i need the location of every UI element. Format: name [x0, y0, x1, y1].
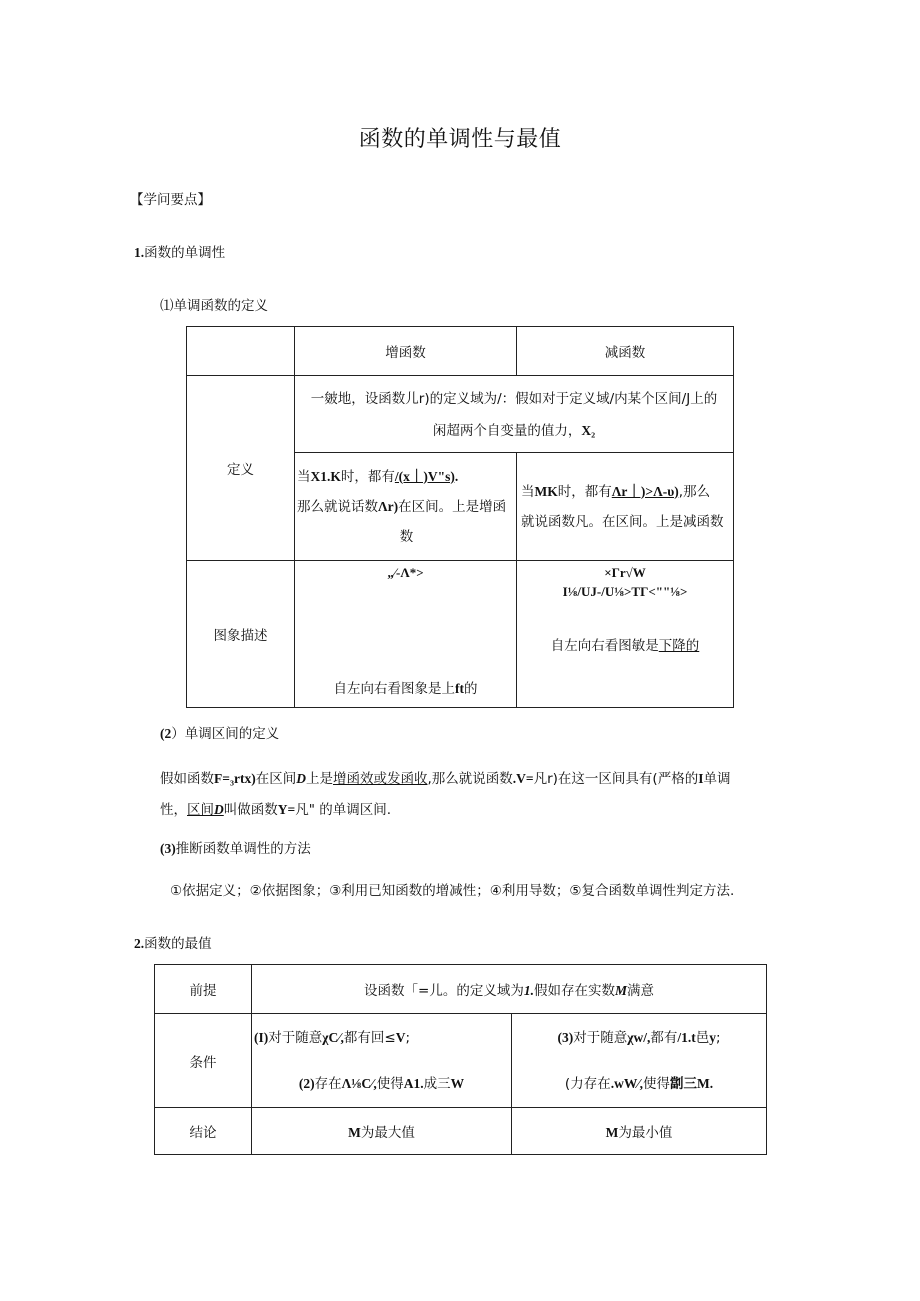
monotonic-function-table [186, 326, 734, 708]
decreasing-graph-figure-line2: I⅛/UJ-/U⅛>TΓ<""⅛> [562, 584, 688, 599]
row-header-condition: 条件 [155, 1014, 252, 1108]
para-emphasis: 增函效或发函收 [332, 771, 428, 787]
increasing-graph-caption [295, 677, 516, 697]
condition-max-line1 [252, 1015, 511, 1061]
cond-var: V [395, 1029, 406, 1045]
row-header-conclusion: 结论 [155, 1108, 252, 1155]
graph-increasing-cell [295, 561, 517, 708]
cond-var: χC∕, [322, 1029, 344, 1045]
para-text: 凡" 的单调区间. [295, 802, 391, 818]
heading-number: 1. [134, 245, 145, 260]
heading-monotonicity [134, 241, 225, 261]
col-header-decreasing: 减函数 [517, 327, 734, 376]
concl-text: 为最小值 [618, 1125, 673, 1141]
dec-def-text: 时，都有 [557, 483, 612, 500]
concl-var: M [348, 1125, 361, 1140]
para-text: 假如函数 [160, 771, 214, 787]
row-header-definition: 定义 [187, 376, 295, 561]
cond-text: 使得 [376, 1075, 404, 1092]
para-text: 在区间 [255, 771, 297, 787]
subheading-number: (2 [160, 726, 172, 741]
para-var: D [214, 802, 224, 817]
condition-min-cell [512, 1014, 767, 1108]
conclusion-min-cell [512, 1108, 767, 1155]
condition-min-line2 [512, 1061, 766, 1107]
concl-text: 为最大值 [360, 1125, 415, 1141]
definition-common-line1: 一皴地，设函数儿r)的定义域为/：假如对于定义域/内某个区间/J上的 [310, 390, 718, 407]
condition-max-cell [252, 1014, 512, 1108]
cond-var: Λ⅛C∕, [341, 1075, 377, 1091]
subheading-text: ）单调区间的定义 [171, 726, 280, 742]
inc-def-text: 在区间。上是增函 [398, 498, 507, 515]
para-text: 上是 [305, 771, 333, 787]
dec-def-var: MK [534, 483, 558, 499]
cond-text: (力存在 [564, 1075, 611, 1092]
para-formula: F=₃rtx) [214, 771, 256, 786]
cond-text: 都有回≤ [343, 1029, 396, 1046]
cond-var: 劏三M. [669, 1075, 714, 1091]
dec-def-line1 [521, 477, 733, 507]
premise-text: 设函数「=儿。的定义域为 [364, 983, 524, 999]
cond-var: /1.t [677, 1029, 696, 1045]
heading-extrema [134, 932, 212, 952]
condition-min-line1 [512, 1015, 766, 1061]
cond-var: .wW∕, [610, 1075, 643, 1091]
dec-def-text: ,那么 [678, 483, 711, 500]
heading-text: 函数的最值 [144, 936, 212, 952]
premise-var: 1. [523, 983, 534, 998]
table-corner [187, 327, 295, 376]
definition-common-cell [295, 376, 734, 453]
definition-increasing-cell [295, 453, 517, 561]
increasing-graph-figure: „∕-Λ*> [387, 565, 424, 580]
inc-def-line1 [297, 462, 516, 492]
methods-list: ①依据定义；②依据图象；③利用已知函数的增减性；④利用导数；⑤复合函数单调性判定方法. [170, 883, 735, 899]
cond-text: 成三 [423, 1075, 451, 1092]
inc-def-inequality: /(x｜)V"s) [394, 468, 455, 484]
premise-cell [252, 965, 767, 1014]
cond-var: W [450, 1075, 465, 1091]
concl-var: M [605, 1125, 619, 1140]
para-var: D [296, 771, 306, 786]
inc-def-var: X1.K [310, 468, 341, 484]
para-formula: .V= [512, 771, 534, 786]
inc-def-text: 当 [297, 468, 311, 485]
caption-text: 自左向右看图象是上 [333, 681, 455, 697]
cond-text: 邑 [695, 1029, 710, 1046]
cond-text: ; [715, 1029, 721, 1046]
cond-text: 使得 [642, 1075, 670, 1092]
col-header-increasing: 增函数 [295, 327, 517, 376]
heading-text: 函数的单调性 [144, 245, 226, 261]
subheading-definition: ⑴单调函数的定义 [160, 298, 268, 314]
inc-def-period: . [454, 468, 459, 484]
interval-definition-line1 [160, 767, 730, 787]
conclusion-max-cell [252, 1108, 512, 1155]
caption-emphasis: 下降的 [658, 638, 700, 654]
subheading-judgement-methods [160, 837, 311, 857]
inc-def-text: 时，都有 [340, 468, 395, 485]
definition-common-var: X₂ [581, 422, 596, 438]
cond-text: ; [405, 1029, 410, 1046]
interval-definition-line2 [160, 798, 391, 818]
inc-def-line3: 数 [399, 528, 414, 545]
para-text: 凡r)在这一区间具有(严格的 [533, 771, 699, 787]
cond-number: (3) [557, 1029, 574, 1045]
heading-number: 2. [134, 936, 145, 951]
graph-decreasing-cell [517, 561, 734, 708]
inc-def-func: Λr) [378, 498, 399, 514]
page-title: 函数的单调性与最值 [358, 127, 562, 152]
dec-def-text: 当 [521, 483, 535, 500]
caption-text: 自左向右看图敏是 [550, 638, 659, 654]
definition-common-line2 [295, 415, 733, 447]
para-text: 单调 [703, 771, 731, 787]
condition-max-line2 [252, 1061, 511, 1107]
extrema-table [154, 964, 767, 1155]
para-emphasis: 区间 [187, 802, 214, 818]
premise-text: 假如存在实数 [533, 983, 615, 999]
cond-number: (2) [298, 1075, 315, 1091]
dec-def-line2: 就说函数凡。在区间。上是减函数 [521, 513, 724, 530]
cond-var: y [709, 1029, 716, 1045]
premise-var: M [614, 983, 627, 998]
subheading-monotonic-interval [160, 722, 279, 742]
definition-common-line2-text: 闲超两个自变量的值力， [432, 422, 582, 439]
dec-def-inequality: Λr｜)>Λ-υ) [611, 483, 679, 499]
cond-var: χw/, [627, 1029, 651, 1045]
para-formula: Y= [277, 802, 296, 817]
para-text: 叫做函数 [223, 802, 278, 818]
cond-var: A1. [403, 1075, 424, 1091]
row-header-premise: 前提 [155, 965, 252, 1014]
inc-def-line2 [297, 492, 516, 522]
definition-decreasing-cell [517, 453, 734, 561]
caption-text: 的 [464, 681, 478, 697]
para-var: I [698, 771, 704, 786]
subheading-text: 推断函数单调性的方法 [175, 841, 311, 857]
section-header: 【学问要点】 [130, 192, 211, 208]
para-text: ,那么就说函数 [427, 771, 513, 787]
cond-text: 对于随意 [268, 1029, 323, 1046]
premise-text: 满意 [626, 983, 654, 999]
cond-text: 存在 [314, 1075, 342, 1092]
row-header-graph: 图象描述 [187, 561, 295, 708]
decreasing-graph-figure-line1: ×Γr√W [604, 565, 646, 580]
subheading-number: (3) [160, 841, 176, 856]
caption-text: ft [455, 681, 464, 696]
para-text: 性， [160, 802, 187, 818]
cond-text: 都有 [650, 1029, 678, 1046]
cond-number: (I) [254, 1029, 269, 1045]
cond-text: 对于随意 [573, 1029, 628, 1046]
decreasing-graph-caption [517, 634, 733, 654]
inc-def-text: 那么就说话数 [297, 498, 378, 515]
